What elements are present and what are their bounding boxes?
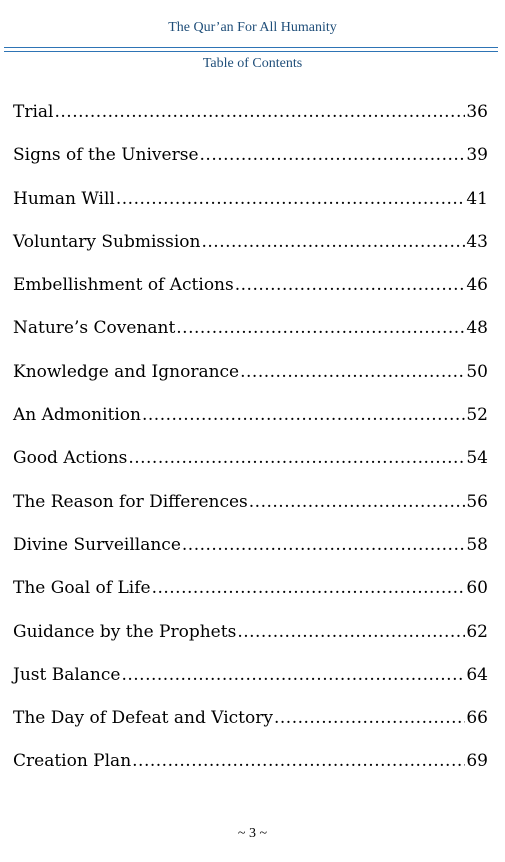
- toc-entry-label: Human Will: [13, 188, 115, 209]
- toc-entry[interactable]: [13, 622, 488, 665]
- toc-entry[interactable]: [13, 318, 488, 361]
- dot-leader: [176, 318, 465, 338]
- dot-leader: [240, 362, 465, 382]
- toc-entry-page: 39: [466, 145, 488, 166]
- toc-entry[interactable]: [13, 145, 488, 188]
- dot-leader: [142, 405, 465, 425]
- toc-entry[interactable]: [13, 189, 488, 232]
- dot-leader: [116, 189, 465, 209]
- dot-leader: [237, 622, 465, 642]
- toc-entry[interactable]: [13, 362, 488, 405]
- toc-entry-label: Divine Surveillance: [13, 534, 181, 555]
- toc-entry-label: Nature’s Covenant: [13, 318, 176, 339]
- header-rule-top: [4, 47, 498, 48]
- toc-entry-label: An Admonition: [13, 405, 141, 426]
- toc-entry-label: Good Actions: [13, 448, 128, 469]
- toc-entry-page: 66: [466, 708, 488, 729]
- toc-entry-page: 46: [466, 275, 488, 296]
- dot-leader: [182, 535, 465, 555]
- toc-entry-page: 58: [466, 534, 488, 555]
- toc-entry-page: 52: [466, 405, 488, 426]
- toc-entry-label: Trial: [13, 102, 54, 122]
- toc-entry-page: 50: [466, 361, 488, 382]
- toc-entry[interactable]: [13, 102, 488, 145]
- page-number: ~ 3 ~: [237, 826, 268, 841]
- dot-leader: [200, 145, 466, 165]
- toc-entry-page: 43: [466, 231, 488, 252]
- toc-entry-page: 41: [466, 188, 488, 209]
- toc-entry-page: 69: [466, 751, 488, 772]
- toc-entry-page: 64: [466, 664, 488, 685]
- toc-entry-page: 36: [466, 102, 488, 122]
- toc-entry-page: 60: [466, 578, 488, 599]
- dot-leader: [249, 492, 466, 512]
- toc-entry-page: 56: [466, 491, 488, 512]
- toc-entry-page: 62: [466, 621, 488, 642]
- toc-entry[interactable]: [13, 751, 488, 794]
- toc-entry-label: The Goal of Life: [13, 578, 151, 599]
- dot-leader: [132, 751, 465, 771]
- toc-entry-label: Knowledge and Ignorance: [13, 361, 240, 382]
- toc-entry[interactable]: [13, 275, 488, 318]
- dot-leader: [121, 665, 465, 685]
- dot-leader: [152, 578, 466, 598]
- toc-entry-label: The Reason for Differences: [13, 491, 248, 512]
- header-rule-bottom: [4, 51, 498, 52]
- toc-entry-label: Embellishment of Actions: [13, 275, 234, 296]
- toc-entry-label: The Day of Defeat and Victory: [13, 708, 273, 729]
- toc-entry-label: Just Balance: [13, 664, 121, 685]
- toc-entry[interactable]: [13, 665, 488, 708]
- toc-entry[interactable]: [13, 578, 488, 621]
- table-of-contents: [13, 102, 488, 795]
- dot-leader: [235, 275, 466, 295]
- toc-entry-page: 48: [466, 318, 488, 339]
- dot-leader: [54, 102, 465, 122]
- toc-entry[interactable]: [13, 535, 488, 578]
- dot-leader: [202, 232, 466, 252]
- toc-entry-label: Signs of the Universe: [13, 145, 199, 166]
- toc-entry-page: 54: [466, 448, 488, 469]
- toc-entry-label: Creation Plan: [13, 751, 132, 772]
- toc-entry[interactable]: [13, 405, 488, 448]
- dot-leader: [128, 448, 465, 468]
- toc-entry-label: Voluntary Submission: [13, 231, 201, 252]
- running-header-title: The Qur’an For All Humanity: [168, 20, 337, 35]
- dot-leader: [274, 708, 465, 728]
- toc-entry[interactable]: [13, 448, 488, 491]
- toc-entry[interactable]: [13, 708, 488, 751]
- toc-entry-label: Guidance by the Prophets: [13, 621, 237, 642]
- toc-entry[interactable]: [13, 232, 488, 275]
- section-heading: Table of Contents: [202, 56, 303, 71]
- toc-entry[interactable]: [13, 492, 488, 535]
